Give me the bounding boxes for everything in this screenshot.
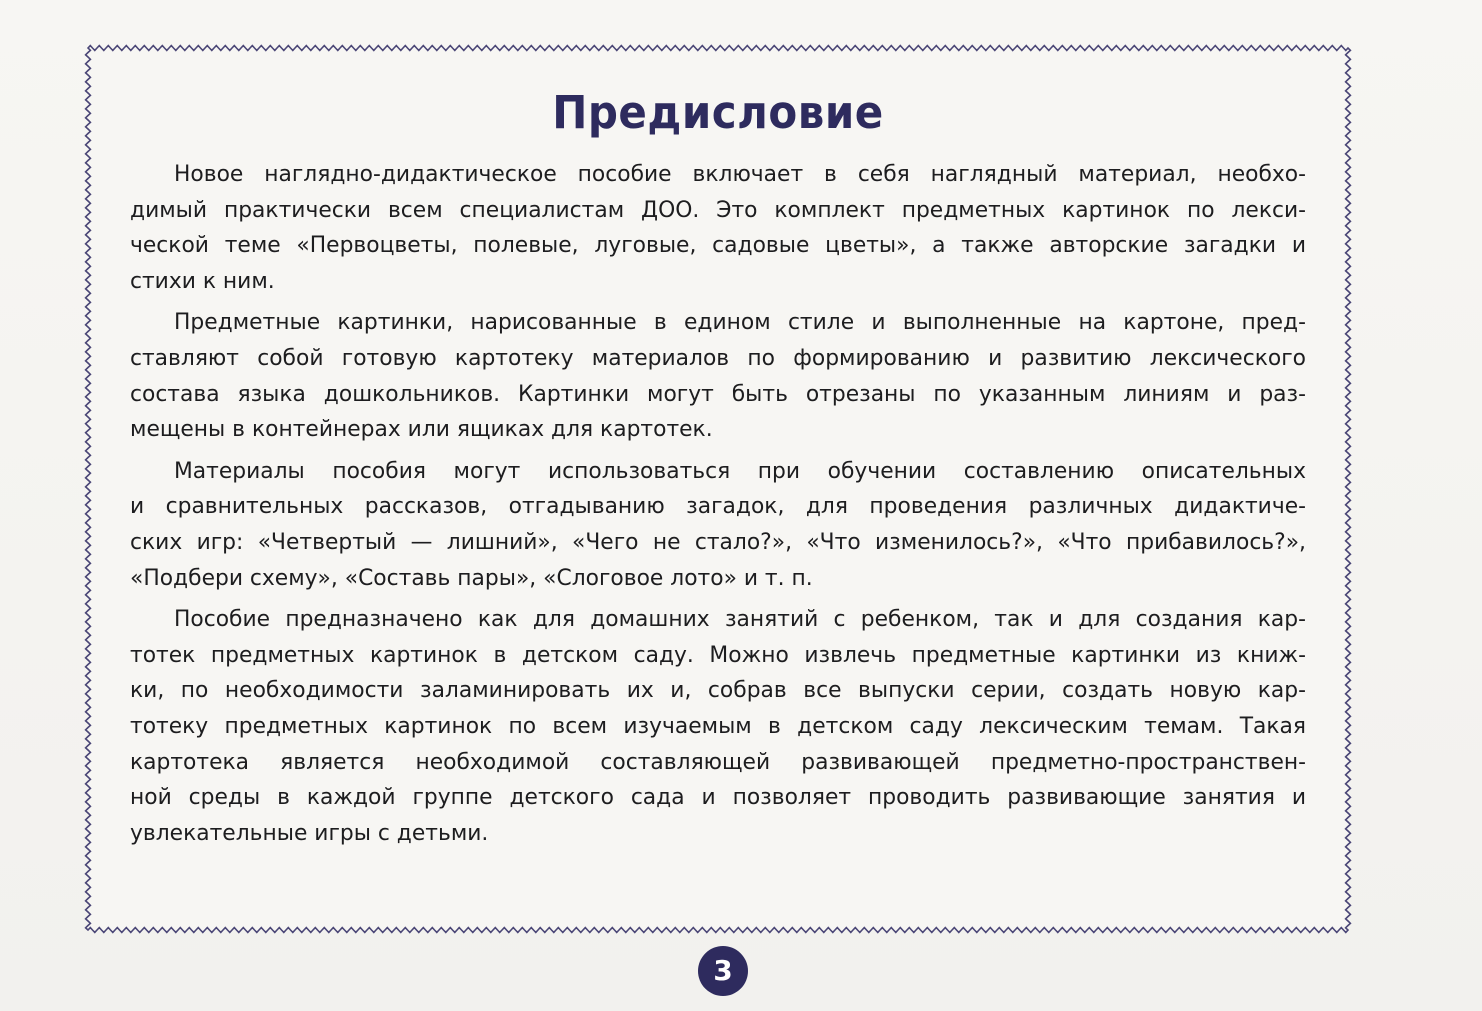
text-line: состава языка дошкольников. Картинки могут быть отрезаны по указанным линиям и раз- bbox=[130, 381, 1306, 407]
paragraph-4 bbox=[130, 602, 1306, 851]
paragraph-3 bbox=[130, 454, 1306, 596]
text-line: ной среды в каждой группе детского сада и позволяет проводить развивающие занятия и bbox=[130, 785, 1306, 811]
text-line: увлекательные игры с детьми. bbox=[130, 820, 489, 846]
text-line: Новое наглядно-дидактическое пособие включает в себя наглядный материал, необхо- bbox=[174, 162, 1306, 187]
text-line: ки, по необходимости заламинировать их и, собрав все выпуски серии, создать новую кар- bbox=[130, 678, 1306, 704]
page-number-badge: 3 bbox=[698, 946, 748, 996]
text-line: Предметные картинки, нарисованные в едином стиле и выполненные на картоне, пред- bbox=[174, 310, 1306, 336]
text-line: ческой теме «Первоцветы, полевые, луговые, садовые цветы», а также авторские загадки и bbox=[130, 233, 1306, 259]
text-line: картотека является необходимой составляющей развивающей предметно-пространствен- bbox=[130, 749, 1306, 775]
text-line: димый практически всем специалистам ДОО. Это комплект предметных картинок по лекси- bbox=[130, 197, 1306, 223]
text-line: ставляют собой готовую картотеку материалов по формированию и развитию лексического bbox=[130, 345, 1306, 371]
text-line: и сравнительных рассказов, отгадыванию загадок, для проведения различных дидактиче- bbox=[130, 494, 1306, 520]
content-area bbox=[130, 88, 1306, 857]
text-line: ских игр: «Четвертый — лишний», «Чего не стало?», «Что изменилось?», «Что прибавилось?», bbox=[130, 529, 1306, 555]
text-line: Пособие предназначено как для домашних занятий с ребенком, так и для создания кар- bbox=[174, 607, 1306, 633]
text-line: «Подбери схему», «Составь пары», «Слоговое лото» и т. п. bbox=[130, 565, 813, 591]
text-line: стихи к ним. bbox=[130, 268, 275, 294]
paragraph-2 bbox=[130, 305, 1306, 447]
text-line: тотеку предметных картинок по всем изучаемым в детском саду лексическим темам. Такая bbox=[130, 713, 1306, 739]
text-line: мещены в контейнерах или ящиках для картотек. bbox=[130, 417, 713, 443]
paragraph-1 bbox=[130, 157, 1306, 299]
page-title: Предисловие bbox=[552, 86, 884, 139]
text-line: тотек предметных картинок в детском саду. Можно извлечь предметные картинки из книж- bbox=[130, 642, 1306, 668]
text-line: Материалы пособия могут использоваться при обучении составлению описательных bbox=[174, 458, 1306, 484]
